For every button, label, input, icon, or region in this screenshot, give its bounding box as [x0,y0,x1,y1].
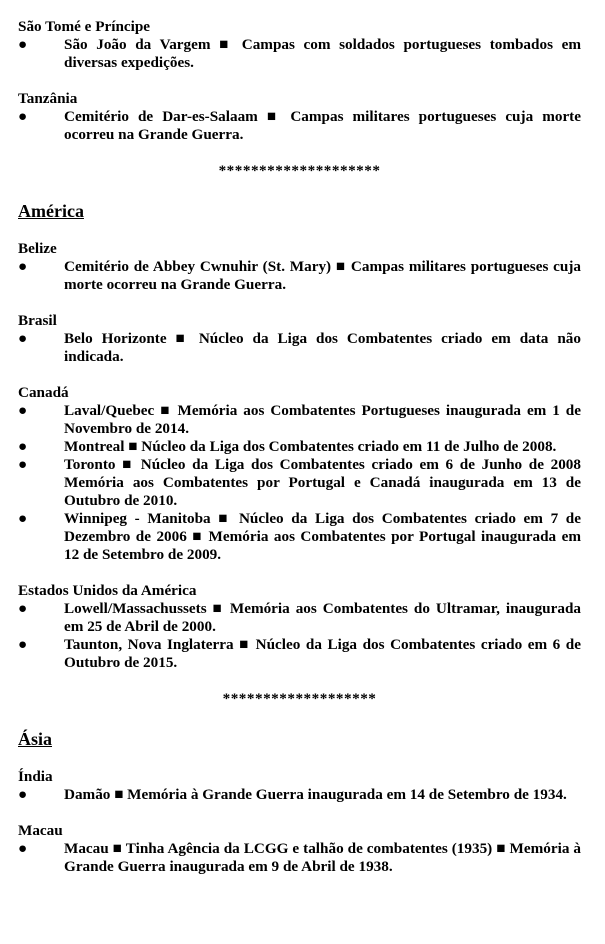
entry-text: Taunton, Nova Inglaterra ■ Núcleo da Liga dos Combatentes criado em 6 de Outubro de 2015. [64,636,581,671]
country-heading-canada: Canadá [18,384,69,401]
list-item [18,636,581,672]
country-heading-sao-tome: São Tomé e Príncipe [18,18,151,35]
list-item [18,108,581,144]
entry-text: Winnipeg - Manitoba ■ Núcleo da Liga dos Combatentes criado em 7 de Dezembro de 2006 ■ Memória aos Combatentes por Portugal inaugurada em 12 de Setembro de 2009. [64,510,581,563]
bullet-icon: ● [18,438,28,455]
section-separator: ******************* [222,690,377,707]
entry-text: Damão ■ Memória à Grande Guerra inaugurada em 14 de Setembro de 1934. [64,786,567,803]
entry-text: São João da Vargem ■ Campas com soldados portugueses tombados em diversas expedições. [64,36,581,71]
bullet-icon: ● [18,108,28,125]
region-heading-asia: Ásia [18,729,53,749]
entry-text: Laval/Quebec ■ Memória aos Combatentes Portugueses inaugurada em 1 de Novembro de 2014. [64,402,581,437]
bullet-icon: ● [18,636,28,653]
list-item [18,438,581,456]
region-heading-america: América [18,201,84,221]
bullet-icon: ● [18,456,28,473]
bullet-icon: ● [18,330,28,347]
bullet-icon: ● [18,786,28,803]
country-heading-tanzania: Tanzânia [18,90,78,107]
bullet-icon: ● [18,258,28,275]
country-heading-eua: Estados Unidos da América [18,582,197,599]
country-heading-macau: Macau [18,822,63,839]
entry-text: Lowell/Massachussets ■ Memória aos Combatentes do Ultramar, inaugurada em 25 de Abril de 2000. [64,600,581,635]
list-item [18,786,581,804]
list-item [18,258,581,294]
list-item [18,36,581,72]
list-item [18,330,581,366]
list-item [18,456,581,510]
bullet-icon: ● [18,510,28,527]
country-heading-brasil: Brasil [18,312,57,329]
list-item [18,600,581,636]
section-separator: ******************** [218,162,381,179]
entry-text: Cemitério de Dar-es-Salaam ■ Campas militares portugueses cuja morte ocorreu na Grande Guerra. [64,108,581,143]
bullet-icon: ● [18,600,28,617]
entry-text: Cemitério de Abbey Cwnuhir (St. Mary) ■ Campas militares portugueses cuja morte ocorreu na Grande Guerra. [64,258,581,293]
country-heading-belize: Belize [18,240,57,257]
entry-text: Macau ■ Tinha Agência da LCGG e talhão de combatentes (1935) ■ Memória à Grande Guerra inaugurada em 9 de Abril de 1938. [64,840,581,875]
list-item [18,510,581,564]
bullet-icon: ● [18,402,28,419]
bullet-icon: ● [18,840,28,857]
list-item [18,840,581,876]
entry-text: Montreal ■ Núcleo da Liga dos Combatentes criado em 11 de Julho de 2008. [64,438,557,455]
bullet-icon: ● [18,36,28,53]
country-heading-india: Índia [18,768,53,785]
entry-text: Belo Horizonte ■ Núcleo da Liga dos Combatentes criado em data não indicada. [64,330,581,365]
entry-text: Toronto ■ Núcleo da Liga dos Combatentes criado em 6 de Junho de 2008 Memória aos Combatentes por Portugal e Canadá inaugurada em 13 de Outubro de 2010. [64,456,581,509]
list-item [18,402,581,438]
